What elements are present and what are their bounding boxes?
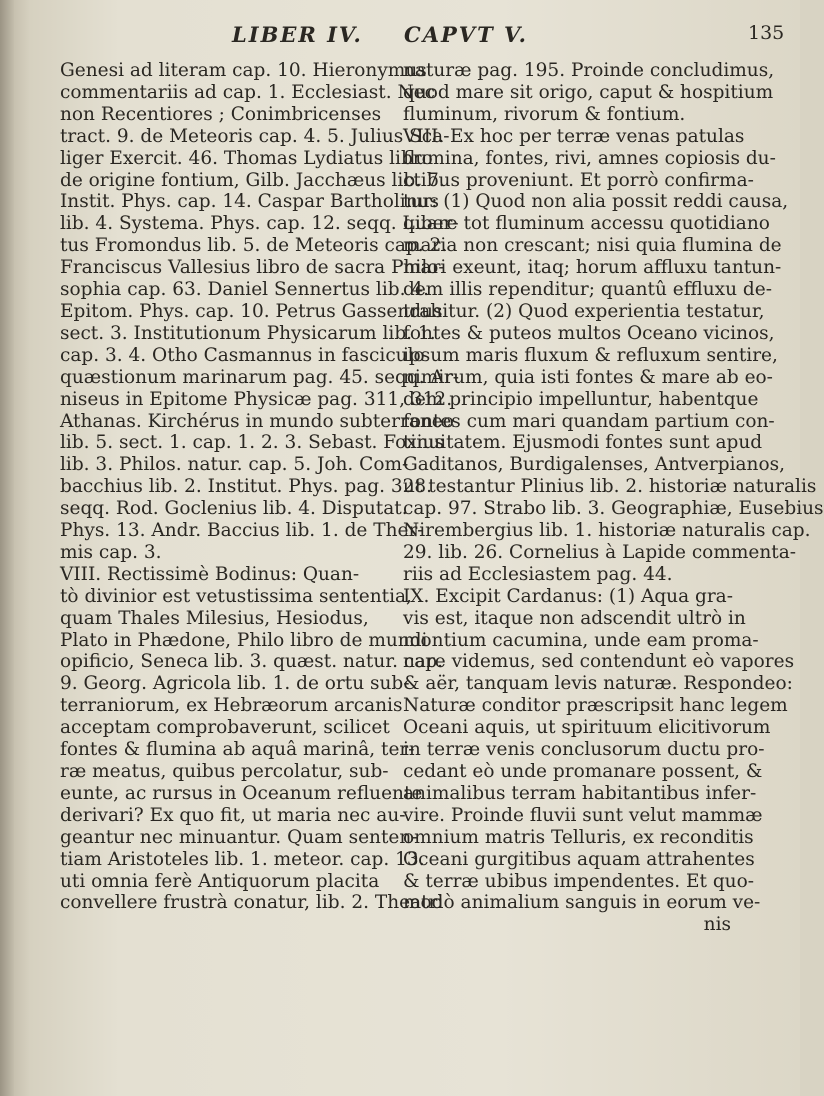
left-column-line: 9. Georg. Agricola lib. 1. de ortu sub- (60, 673, 410, 695)
right-column-line: cedant eò unde promanare possent, & (403, 761, 763, 782)
left-column-line: niseus in Epitome Physicæ pag. 311, 312. (60, 388, 453, 410)
right-column-line: & aër, tanquam levis naturæ. Respondeo: (403, 673, 793, 695)
right-column-line: Oceani gurgitibus aquam attrahentes (403, 848, 755, 870)
left-column-line: Phys. 13. Andr. Baccius lib. 1. de Ther- (60, 520, 424, 542)
right-running-head: CAPVT V. (404, 22, 528, 47)
right-column-line: omnium matris Telluris, ex reconditis (403, 826, 754, 848)
left-column-line: cap. 3. 4. Otho Casmannus in fasciculo (60, 344, 425, 366)
right-column-line: tinuitatem. Ejusmodi fontes sunt apud (403, 432, 763, 454)
left-column-line: acceptam comprobaverunt, scilicet (60, 717, 390, 739)
left-column-line: uti omnia ferè Antiquorum placita (60, 870, 380, 892)
right-column-line: dem principio impelluntur, habentque (403, 388, 759, 410)
right-column-line: quare tot fluminum accessu quotidiano (403, 213, 770, 235)
left-column-line: de origine fontium, Gilb. Jacchæus lib. 7. (60, 169, 445, 191)
right-column-line: dem illis rependitur; quantû effluxu de- (403, 279, 772, 301)
right-column-line: nimirum, quia isti fontes & mare ab eo- (403, 366, 773, 388)
right-column-line: in terræ venis conclusorum ductu pro- (403, 739, 765, 761)
left-column-line: tus Fromondus lib. 5. de Meteoris cap. 2. (60, 235, 448, 257)
right-column-line: tur: (1) Quod non alia possit reddi causa, (403, 191, 789, 213)
left-column-line: tiam Aristoteles lib. 1. meteor. cap. 13. (60, 848, 425, 870)
left-column-line: Genesi ad literam cap. 10. Hieronymus (60, 60, 427, 81)
left-column-line: derivari? Ex quo fit, ut maria nec au- (60, 804, 406, 826)
right-column-line: Nirembergius lib. 1. historiæ naturalis cap. (403, 520, 811, 542)
left-column-line: Franciscus Vallesius libro de sacra Philo- (60, 257, 445, 279)
right-column-line: vis est, itaque non adscendit ultrò in (403, 607, 746, 629)
left-column-line: ræ meatus, quibus percolatur, sub- (60, 761, 389, 782)
right-column-line: IX. Excipit Cardanus: (1) Aqua gra- (403, 585, 733, 607)
left-column-line: eunte, ac rursus in Oceanum refluente (60, 782, 423, 804)
left-column-line: commentariis ad cap. 1. Ecclesiast. Nec (60, 81, 435, 103)
left-column-line: opificio, Seneca lib. 3. quæst. natur. cap. (60, 651, 443, 673)
left-column-line: quam Thales Milesius, Hesiodus, (60, 607, 369, 629)
left-column-line: lib. 4. Systema. Phys. cap. 12. seqq. Liber- (60, 213, 459, 235)
left-column-line: quæstionum marinarum pag. 45. seqq. Ar- (60, 366, 459, 388)
right-column-line: vire. Proinde fluvii sunt velut mammæ (403, 804, 763, 826)
right-column-line: maria non crescant; nisi quia flumina de (403, 235, 782, 257)
right-column-line: cap. 97. Strabo lib. 3. Geographiæ, Eusebius (403, 498, 824, 520)
right-column-line: nare videmus, sed contendunt eò vapores (403, 651, 795, 673)
right-column-line: VIII. Ex hoc per terræ venas patulas (403, 125, 745, 147)
right-column-line: ipsum maris fluxum & refluxum sentire, (403, 344, 778, 366)
left-column-line: terraniorum, ex Hebræorum arcanis (60, 695, 403, 717)
right-column-line: ut testantur Plinius lib. 2. historiæ naturalis (403, 476, 817, 498)
right-text-column (403, 60, 824, 936)
left-column-line: Athanas. Kirchérus in mundo subterraneo (60, 410, 454, 432)
left-column-line: geantur nec minuantur. Quam senten- (60, 826, 418, 848)
right-column-line: naturæ pag. 195. Proinde concludimus, (403, 60, 775, 81)
right-column-line: fontes & puteos multos Oceano vicinos, (403, 322, 775, 344)
right-column-line: Oceani aquis, ut spirituum elicitivorum (403, 717, 771, 739)
left-column-line: Instit. Phys. cap. 14. Caspar Bartholinus (60, 191, 440, 213)
catchword: nis (703, 914, 731, 936)
left-column-line: tract. 9. de Meteoris cap. 4. 5. Julius Sca- (60, 125, 450, 147)
left-column-line: VIII. Rectissimè Bodinus: Quan- (60, 563, 360, 585)
left-column-line: seqq. Rod. Goclenius lib. 4. Disputat. (60, 498, 408, 520)
right-column-line: 29. lib. 26. Cornelius à Lapide commenta- (403, 541, 796, 563)
left-column-line: liger Exercit. 46. Thomas Lydiatus libro (60, 147, 433, 169)
right-column-line: fontes cum mari quandam partium con- (403, 410, 775, 432)
left-column-line: Plato in Phædone, Philo libro de mundi (60, 629, 428, 651)
left-column-line: lib. 5. sect. 1. cap. 1. 2. 3. Sebast. Foxius (60, 432, 444, 454)
left-column-line: mis cap. 3. (60, 541, 162, 563)
right-column-line: Naturæ conditor præscripsit hanc legem (403, 695, 788, 717)
page-edge-shadow (0, 0, 14, 1096)
right-column-line: animalibus terram habitantibus infer- (403, 782, 757, 804)
left-column-line: lib. 3. Philos. natur. cap. 5. Joh. Com- (60, 454, 409, 476)
right-column-line: quod mare sit origo, caput & hospitium (403, 81, 774, 103)
left-column-line: sect. 3. Institutionum Physicarum lib. 1. (60, 322, 436, 344)
right-column-line: ctibus proveniunt. Et porrò confirma- (403, 169, 754, 191)
right-column-line: montium cacumina, unde eam proma- (403, 629, 759, 651)
left-column-line: convellere frustrà conatur, lib. 2. Theatri (60, 892, 444, 914)
right-column-line: trahitur. (2) Quod experientia testatur, (403, 300, 765, 322)
page-number: 135 (748, 22, 785, 44)
left-text-column (60, 60, 459, 914)
right-column-line: mari exeunt, itaq; horum affluxu tantun- (403, 257, 782, 279)
running-header (0, 22, 800, 52)
left-column-line: bacchius lib. 2. Institut. Phys. pag. 328. (60, 476, 433, 498)
right-column-line: flumina, fontes, rivi, amnes copiosis du- (403, 147, 776, 169)
left-column-line: Epitom. Phys. cap. 10. Petrus Gassendus (60, 300, 443, 322)
right-column-line: modò animalium sanguis in eorum ve- (403, 892, 761, 914)
right-column-line: & terræ ubibus impendentes. Et quo- (403, 870, 754, 892)
left-running-head: LIBER IV. (232, 22, 363, 47)
left-column-line: tò divinior est vetustissima sententia, (60, 585, 412, 607)
right-column-line: riis ad Ecclesiastem pag. 44. (403, 563, 673, 585)
left-column-line: fontes & flumina ab aquâ marinâ, ter- (60, 739, 415, 761)
right-column-line: Gaditanos, Burdigalenses, Antverpianos, (403, 454, 785, 476)
left-column-line: non Recentiores ; Conimbricenses (60, 103, 382, 125)
right-column-line: fluminum, rivorum & fontium. (403, 103, 686, 125)
left-column-line: sophia cap. 63. Daniel Sennertus lib. 4. (60, 279, 430, 301)
